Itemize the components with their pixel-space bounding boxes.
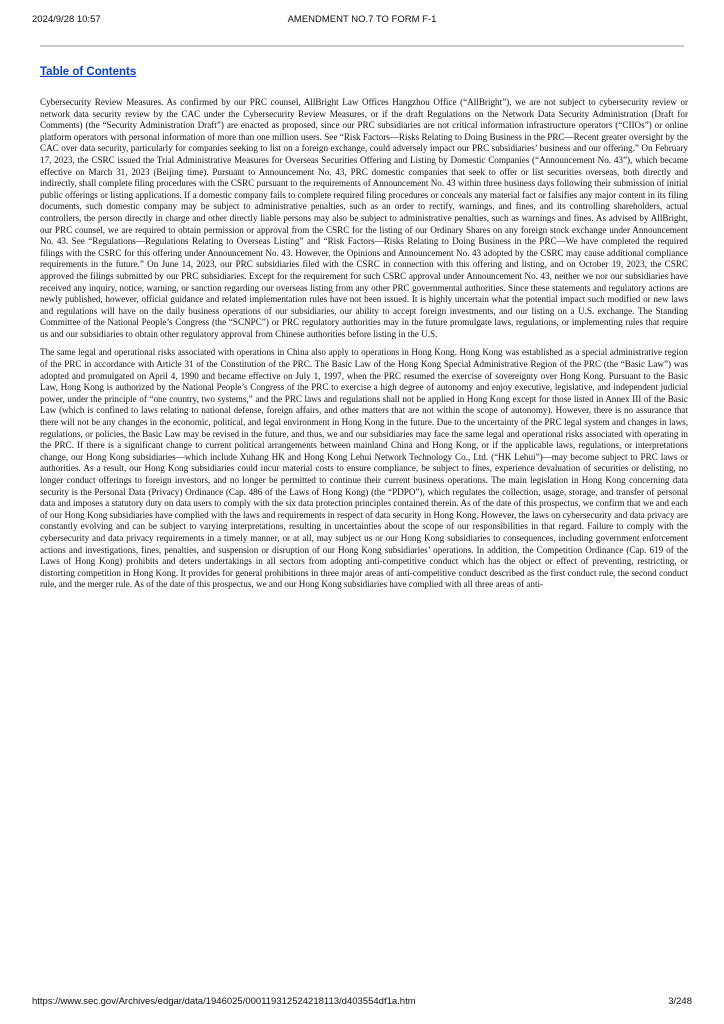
document-title: AMENDMENT NO.7 TO FORM F-1	[287, 14, 437, 25]
document-body	[40, 97, 688, 598]
print-footer	[32, 996, 692, 1010]
table-of-contents-link[interactable]: Table of Contents	[40, 66, 137, 78]
print-datetime: 2024/9/28 10:57	[32, 14, 101, 25]
paragraph-cybersecurity-review: Cybersecurity Review Measures. As confirmed by our PRC counsel, AllBright Law Offices Hangzhou Office (“AllBright”), we are not subject to cybersecurity review or network data security review by the CAC under the Cybersecurity Review Measures, or if the draft Regulations on the Network Data Security Administration (Draft for Comments) (the “Security Administration Draft”) are enacted as proposed, since our PRC subsidiaries are not critical information infrastructure operators (“CIIOs”) or online platform operators with personal information of more than one million users. See “Risk Factors—Risks Relating to Doing Business in the PRC—Recent greater oversight by the CAC over data security, particularly for companies seeking to list on a foreign exchange, could adversely impact our PRC subsidiaries’ business and our offering.” On February 17, 2023, the CSRC issued the Trial Administrative Measures for Overseas Securities Offering and Listing by Domestic Companies (“Announcement No. 43”), which became effective on March 31, 2023 (Beijing time). Pursuant to Announcement No. 43, PRC domestic companies that seek to offer or list securities overseas, both directly and indirectly, shall complete filing procedures with the CSRC pursuant to the requirements of Announcement No. 43 within three business days following their submission of initial public offerings or listing applications. If a domestic company fails to complete required filing procedures or conceals any material fact or falsifies any major content in its filing documents, such domestic company may be subject to administrative penalties, such as an order to rectify, warnings, and fines, and its controlling shareholders, actual controllers, the person directly in charge and other directly liable persons may also be subject to administrative penalties, such as warnings and fines. As advised by AllBright, our PRC counsel, we are required to obtain permission or approval from the CSRC for the listing of our Ordinary Shares on any foreign stock exchange under Announcement No. 43. See “Regulations—Regulations Relating to Overseas Listing” and “Risk Factors—Risks Relating to Doing Business in the PRC—We have completed the required filings with the CSRC for this offering under Announcement No. 43. However, the Opinions and Announcement No. 43 adopted by the CSRC may cause additional compliance requirements in the future.” On June 14, 2023, our PRC subsidiaries filed with the CSRC in connection with this offering and listing, and on October 19, 2023, the CSRC approved the filings submitted by our PRC subsidiaries. Except for the requirement for such CSRC approval under Announcement No. 43, neither we nor our subsidiaries have received any inquiry, notice, warning, or sanction regarding our overseas listing from any other PRC governmental authorities. Since these statements and regulatory actions are newly published, however, official guidance and related implementation rules have not been issued. It is highly uncertain what the potential impact such modified or new laws and regulations will have on the daily business operations of our subsidiaries, our ability to accept foreign investments, and our listing on a U.S. exchange. The Standing Committee of the National People’s Congress (the “SCNPC”) or PRC regulatory authorities may in the future promulgate laws, regulations, or implementing rules that require us and our subsidiaries to obtain other regulatory approval from Chinese authorities before listing in the U.S.	[40, 97, 688, 339]
print-header	[32, 14, 692, 28]
paragraph-hong-kong-risks: The same legal and operational risks associated with operations in China also apply to operations in Hong Kong. Hong Kong was established as a special administrative region of the PRC in accordance with Article 31 of the Constitution of the PRC. The Basic Law of the Hong Kong Special Administrative Region of the PRC (the “Basic Law”) was adopted and promulgated on April 4, 1990 and became effective on July 1, 1997, when the PRC resumed the exercise of sovereignty over Hong Kong. Pursuant to the Basic Law, Hong Kong is authorized by the National People’s Congress of the PRC to exercise a high degree of autonomy and enjoy executive, legislative, and independent judicial power, under the principle of “one country, two systems,” and the PRC laws and regulations shall not be applied in Hong Kong except for those listed in Annex III of the Basic Law (which is confined to laws relating to national defense, foreign affairs, and other matters that are not within the scope of autonomy). However, there is no assurance that there will not be any changes in the economic, political, and legal environment in Hong Kong in the future. Due to the uncertainty of the PRC legal system and changes in laws, regulations, or policies, the Basic Law may be revised in the future, and thus, we and our subsidiaries may face the same legal and operational risks associated with operating in the PRC. If there is a significant change to current political arrangements between mainland China and Hong Kong, or if the applicable laws, regulations, or interpretations change, our Hong Kong subsidiaries—which include Xuhang HK and Hong Kong Lehui Network Technology Co., Ltd. (“HK Lehui”)—may become subject to PRC laws or authorities. As a result, our Hong Kong subsidiaries could incur material costs to ensure compliance, be subject to fines, experience devaluation of securities or delisting, no longer conduct offerings to foreign investors, and no longer be permitted to continue their current business operations. The main legislation in Hong Kong concerning data security is the Personal Data (Privacy) Ordinance (Cap. 486 of the Laws of Hong Kong) (the “PDPO”), which regulates the collection, usage, storage, and transfer of personal data and imposes a statutory duty on data users to comply with the six data protection principles contained therein. As of the date of this prospectus, we confirm that we and each of our Hong Kong subsidiaries have complied with the laws and requirements in respect of data security in Hong Kong. However, the laws on cybersecurity and data privacy are constantly evolving and can be subject to varying interpretations, resulting in uncertainties about the scope of our responsibilities in that regard. Failure to comply with the cybersecurity and data privacy requirements in a timely manner, or at all, may subject us or our Hong Kong subsidiaries to consequences, including government enforcement actions and investigations, fines, penalties, and suspension or disruption of our Hong Kong subsidiaries’ operations. In addition, the Competition Ordinance (Cap. 619 of the Laws of Hong Kong) prohibits and deters undertakings in all sectors from adopting anti-competitive conduct which has the object or effect of preventing, restricting, or distorting competition in Hong Kong. It provides for general prohibitions in three major areas of anti-competitive conduct described as the first conduct rule, the second conduct rule, and the merger rule. As of the date of this prospectus, we and our Hong Kong subsidiaries have complied with all three areas of anti-	[40, 347, 688, 590]
horizontal-divider	[40, 45, 684, 47]
page-number: 3/248	[668, 996, 692, 1007]
source-url: https://www.sec.gov/Archives/edgar/data/1946025/000119312524218113/d403554df1a.htm	[32, 996, 416, 1007]
